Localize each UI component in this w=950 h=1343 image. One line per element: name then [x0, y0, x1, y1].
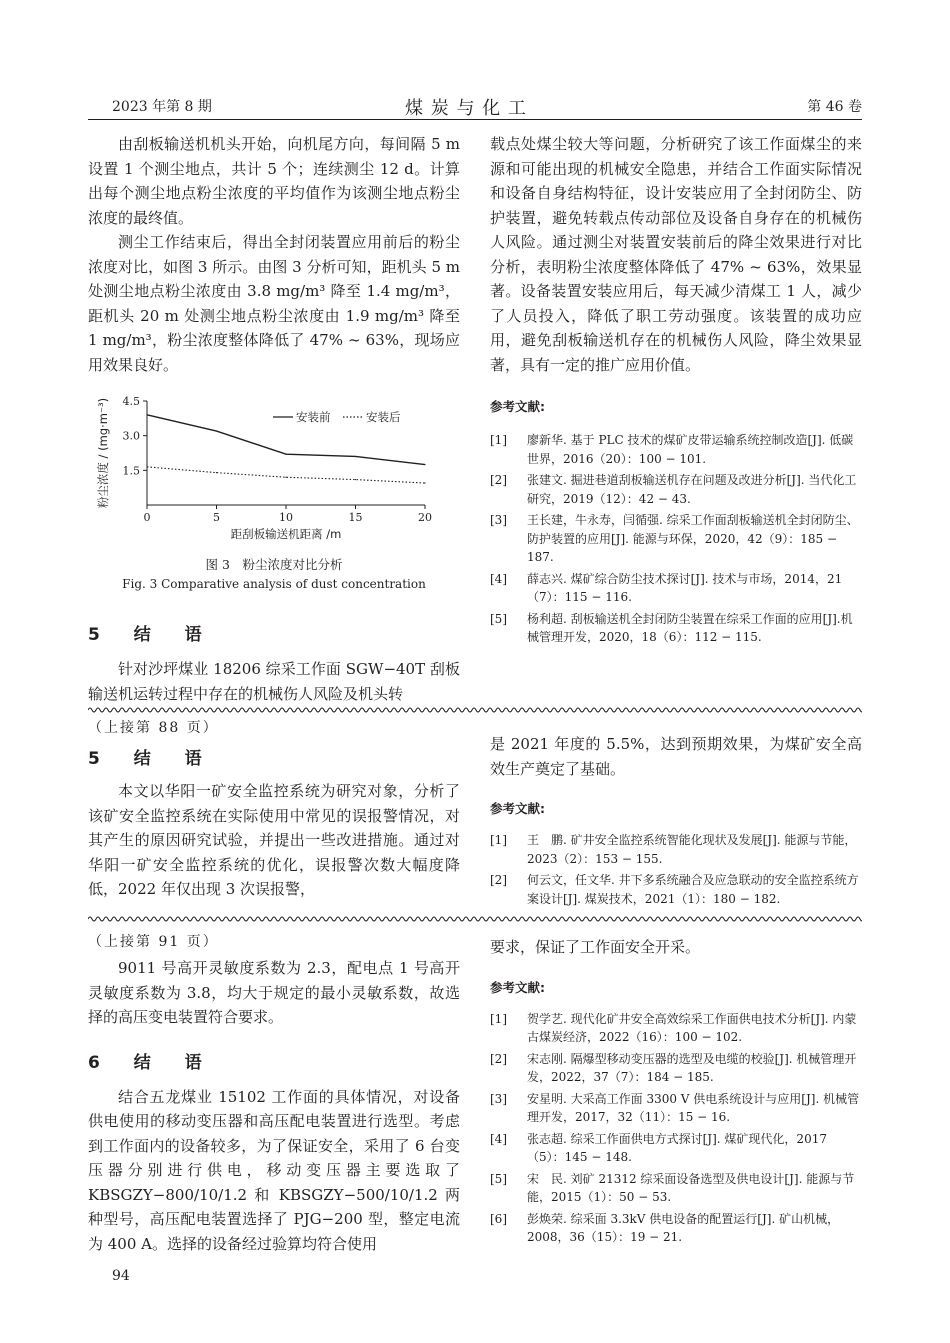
reference-item	[490, 831, 862, 868]
data-point	[424, 482, 425, 483]
x-axis-label: 距刮板输送机距离 /m	[230, 527, 342, 541]
reference-text: 何云文，任文华. 井下多系统融合及应急联动的安全监控系统方案设计[J]. 煤炭技术，2021（1）：180 − 182.	[527, 873, 859, 906]
references-title: 参考文献:	[490, 399, 545, 414]
reference-number: [2]	[490, 873, 507, 887]
reference-number: [3]	[490, 1091, 507, 1106]
paragraph: 结合五龙煤业 15102 工作面的具体情况，对设备供电使用的移动变压器和高压配电装置进行选型。考虑到工作面内的设备较多，为了保证安全，采用了 6 台变压器分别进行供电，移动变压器主要选取了 KBSGZY−800/10/1.2 和 KBSGZY−500/10/1.2 两种型号，高压配电装置选择了 PJG−200 型，整定电流为 400 A。选择的设备经过验算均符合使用	[88, 1087, 460, 1253]
reference-item	[490, 1090, 862, 1127]
conclusion-left	[88, 657, 460, 706]
reference-item	[490, 1130, 862, 1167]
reference-list	[490, 831, 862, 908]
reference-item	[490, 570, 862, 607]
reference-item	[490, 471, 862, 508]
x-tick-label: 15	[348, 511, 363, 524]
section-title: 5 结 语	[88, 625, 216, 645]
reference-item	[490, 1210, 862, 1247]
references-title: 参考文献:	[490, 979, 545, 995]
y-tick-label: 1.5	[122, 464, 140, 478]
reference-number: [3]	[490, 513, 507, 527]
reference-item	[490, 511, 862, 567]
continuation-note: （上接第 91 页）	[88, 934, 219, 950]
y-axis-label: 粉尘浓度 / (mg·m⁻³)	[96, 397, 110, 509]
section1-left-column	[88, 132, 460, 377]
figure-caption-en: Fig. 3 Comparative analysis of dust concentration	[122, 577, 426, 591]
reference-number: [4]	[490, 1131, 507, 1146]
data-point	[146, 466, 147, 467]
paragraph: 载点处煤尘较大等问题，分析研究了该工作面煤尘的来源和可能出现的机械安全隐患，并结合工作面实际情况和设备自身结构特征，设计安装应用了全封闭防尘、防护装置，避免转载点传动部位及设备自身存在的机械伤人风险。通过测尘对装置安装前后的降尘效果进行对比分析，表明粉尘浓度整体降低了 47% ~ 63%，效果显著。设备装置安装应用后，每天减少清煤工 1 人，减少了人员投入，降低了职工劳动强度。该装置的成功应用，避免刮板输送机存在的机械伤人风险，降尘效果显著，具有一定的推广应用价值。	[490, 135, 862, 374]
reference-list	[490, 431, 862, 647]
x-tick-label: 10	[279, 511, 293, 524]
data-point	[355, 456, 356, 457]
reference-item	[490, 1010, 862, 1047]
reference-number: [5]	[490, 611, 507, 626]
section3-right-column	[490, 935, 862, 1250]
reference-item	[490, 1050, 862, 1087]
reference-text: 宋 民. 刘矿 21312 综采面设备选型及供电设计[J]. 能源与节能，2015（1）：50 − 53.	[527, 1171, 855, 1204]
reference-text: 王 鹏. 矿井安全监控系统智能化现状及发展[J]. 能源与节能，2023（2）：153 − 155.	[527, 833, 857, 866]
figure-3	[95, 393, 445, 553]
reference-number: [6]	[490, 1211, 507, 1226]
reference-number: [5]	[490, 1171, 507, 1186]
dust-concentration-chart	[95, 393, 445, 553]
journal-volume: 第 46 卷	[807, 99, 862, 115]
chart-marks	[146, 414, 425, 483]
paragraph: 由刮板输送机机头开始，向机尾方向，每间隔 5 m 设置 1 个测尘地点，共计 5 个；连续测尘 12 d。计算出每个测尘地点粉尘浓度的平均值作为该测尘地点粉尘浓度的最终值。	[88, 135, 460, 227]
reference-text: 张志超. 综采工作面供电方式探讨[J]. 煤矿现代化，2017（5）：145 − 148.	[527, 1131, 827, 1164]
reference-text: 王长建，牛永寿，闫循强. 综采工作面刮板输送机全封闭防尘、防护装置的应用[J]. 能源与环保，2020，42（9）：185 − 187.	[527, 513, 859, 564]
header-rule	[88, 119, 862, 120]
reference-list	[490, 1010, 862, 1247]
paragraph: 要求，保证了工作面安全开采。	[490, 938, 701, 956]
reference-text: 彭焕荣. 综采面 3.3kV 供电设备的配置运行[J]. 矿山机械，2008，36（15）：19 − 21.	[527, 1211, 840, 1244]
data-point	[216, 472, 217, 473]
series-line-2	[147, 467, 425, 483]
continuation-note: （上接第 88 页）	[88, 720, 219, 736]
data-point	[285, 477, 286, 478]
chart-legend	[273, 410, 401, 424]
section-title: 6 结 语	[88, 1052, 216, 1073]
section1-right-column	[490, 132, 862, 650]
paragraph: 本文以华阳一矿安全监控系统为研究对象，分析了该矿安全监控系统在实际使用中常见的误报警情况，对其产生的原因研究试验，并提出一些改进措施。通过对华阳一矿安全监控系统的优化，误报警次数大幅度降低，2022 年仅出现 3 次误报警，	[88, 782, 460, 898]
reference-text: 薛志兴. 煤矿综合防尘技术探讨[J]. 技术与市场，2014，21（7）：115 − 116.	[527, 571, 843, 604]
section-title: 5 结 语	[88, 749, 216, 769]
data-point	[424, 464, 425, 465]
reference-number: [2]	[490, 1051, 507, 1066]
y-tick-label: 4.5	[122, 395, 140, 408]
x-tick-label: 0	[143, 511, 151, 524]
reference-text: 贺学艺. 现代化矿井安全高效综采工作面供电技术分析[J]. 内蒙古煤炭经济，2022（16）：100 − 102.	[527, 1011, 857, 1044]
reference-number: [4]	[490, 571, 507, 586]
reference-text: 廖新华. 基于 PLC 技术的煤矿皮带运输系统控制改造[J]. 低碳世界，2016（20）：100 − 101.	[527, 433, 854, 466]
data-point	[355, 479, 356, 480]
reference-text: 宋志刚. 隔爆型移动变压器的选型及电缆的校验[J]. 机械管理开发，2022，37（7）：184 − 185.	[527, 1051, 857, 1084]
x-tick-label: 20	[418, 511, 432, 524]
paragraph: 9011 号高开灵敏度系数为 2.3，配电点 1 号高开灵敏度系数为 3.8，均大于规定的最小灵敏系数，故选择的高压变电装置符合要求。	[88, 959, 460, 1026]
reference-number: [1]	[490, 833, 507, 847]
section3-left-column	[88, 956, 460, 1256]
references-title: 参考文献:	[490, 801, 545, 816]
figure-caption-cn: 图 3 粉尘浓度对比分析	[205, 557, 343, 572]
reference-item	[490, 431, 862, 468]
x-tick-label: 5	[213, 511, 220, 524]
legend-label: 安装后	[366, 410, 401, 424]
data-point	[216, 430, 217, 431]
reference-number: [2]	[490, 473, 507, 487]
data-point	[146, 414, 147, 415]
reference-number: [1]	[490, 1011, 507, 1026]
data-point	[285, 454, 286, 455]
wavy-divider	[88, 915, 862, 923]
reference-text: 杨利超. 刮板输送机全封闭防尘装置在综采工作面的应用[J].机械管理开发，2020，18（6）：112 − 115.	[527, 611, 853, 644]
page-number: 94	[112, 1268, 130, 1284]
paragraph: 测尘工作结束后，得出全封闭装置应用前后的粉尘浓度对比，如图 3 所示。由图 3 分析可知，距机头 5 m 处测尘地点粉尘浓度由 3.8 mg/m³ 降至 1.4 mg/m³，距机头 20 m 处测尘地点粉尘浓度由 1.9 mg/m³ 降至 1 mg/m³，粉尘浓度整体降低了 47% ~ 63%，现场应用效果良好。	[88, 233, 460, 374]
legend-label: 安装前	[296, 410, 331, 424]
reference-number: [1]	[490, 433, 507, 447]
reference-item	[490, 1170, 862, 1207]
reference-item	[490, 871, 862, 908]
reference-item	[490, 610, 862, 647]
journal-title: 煤 炭 与 化 工	[405, 98, 527, 119]
section2-left-column	[88, 779, 460, 902]
reference-text: 张建文. 掘进巷道刮板输送机存在问题及改进分析[J]. 当代化工研究，2019（12）：42 − 43.	[527, 473, 857, 506]
reference-text: 安星明. 大采高工作面 3300 V 供电系统设计与应用[J]. 机械管理开发，2017，32（11）：15 − 16.	[527, 1091, 860, 1124]
section2-right-column	[490, 732, 862, 911]
journal-issue: 2023 年第 8 期	[112, 99, 212, 115]
y-tick-label: 3.0	[122, 429, 140, 443]
paragraph: 针对沙坪煤业 18206 综采工作面 SGW−40T 刮板输送机运转过程中存在的机械伤人风险及机头转	[88, 660, 460, 703]
wavy-divider	[88, 706, 862, 714]
paragraph: 是 2021 年度的 5.5%，达到预期效果，为煤矿安全高效生产奠定了基础。	[490, 735, 862, 778]
